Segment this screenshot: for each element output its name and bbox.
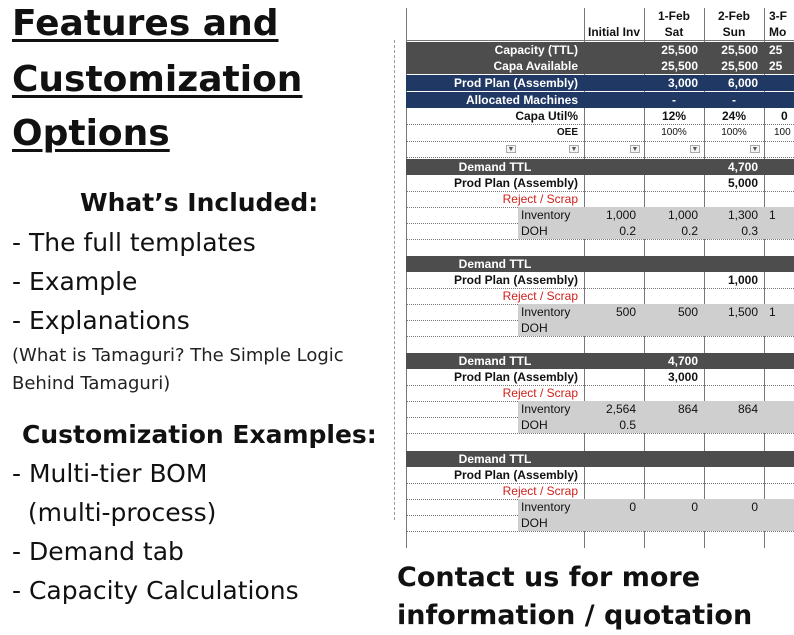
prod-plan-row [406,272,794,289]
value-cell[interactable]: 100% [721,127,747,138]
value-cell[interactable]: 25,500 [661,59,698,73]
value-cell[interactable] [766,223,794,239]
inventory-label: Inventory [521,208,571,222]
value-cell[interactable]: 1,500 [727,305,758,319]
inventory-label: Inventory [521,500,571,514]
filter-dropdown-icon[interactable]: ▼ [691,146,699,153]
value-cell[interactable] [644,175,704,191]
demand-ttl-label: Demand TTL [458,452,532,466]
included-item: - The full templates [12,228,256,257]
value-cell[interactable] [704,320,764,336]
value-cell[interactable] [766,320,794,336]
day-header: Sat [664,25,684,39]
contact-line-2: information / quotation [397,600,753,631]
customization-item: - Capacity Calculations [12,576,299,605]
prod-plan-label: Prod Plan (Assembly) [453,273,578,287]
reject-scrap-label: Reject / Scrap [502,289,578,303]
value-cell[interactable] [766,417,794,433]
value-cell[interactable]: 4,700 [727,160,758,174]
value-cell[interactable] [766,353,794,369]
doh-row [406,515,794,532]
allocated-machines-row [406,92,794,108]
included-note-line: (What is Tamaguri? The Simple Logic [12,345,344,366]
value-cell[interactable] [586,467,642,483]
value-cell[interactable]: 0 [781,109,788,123]
reject-scrap-row [406,191,794,208]
value-cell[interactable]: 25,500 [721,59,758,73]
value-cell[interactable]: 3,000 [667,370,698,384]
row-label: Capacity (TTL) [494,43,578,57]
value-cell[interactable] [704,417,764,433]
value-cell[interactable]: 1,000 [727,273,758,287]
demand-ttl-label: Demand TTL [458,354,532,368]
value-cell[interactable] [644,515,704,531]
demand-ttl-row [406,451,794,467]
row-label: Prod Plan (Assembly) [453,76,578,90]
demand-ttl-label: Demand TTL [458,160,532,174]
value-cell[interactable]: 12% [661,109,687,123]
reject-scrap-row [406,288,794,305]
value-cell[interactable]: 5,000 [727,176,758,190]
date-header: 3-F [769,9,787,23]
value-cell[interactable] [766,175,794,191]
inventory-label: Inventory [521,305,571,319]
value-cell[interactable] [766,467,794,483]
day-header: Sun [722,25,746,39]
contact-line-1: Contact us for more [397,562,701,593]
value-cell[interactable]: 6,000 [727,76,758,90]
value-cell[interactable]: 25,500 [661,43,698,57]
inventory-row [406,499,794,516]
date-header: 2-Feb [717,9,750,23]
value-cell[interactable] [586,320,642,336]
prod-plan-row [406,175,794,192]
value-cell[interactable]: 100% [661,127,687,138]
doh-row [406,320,794,337]
day-header: Mo [769,25,787,39]
value-cell[interactable]: 1,300 [727,208,758,222]
doh-label: DOH [521,516,548,530]
left-panel [0,0,395,635]
value-cell[interactable]: 0.2 [681,224,698,238]
customization-item: (multi-process) [12,498,217,527]
value-cell[interactable] [704,256,764,272]
inventory-row [406,207,794,224]
value-cell[interactable] [644,417,704,433]
value-cell[interactable] [704,353,764,369]
filter-row [406,141,794,158]
doh-row [406,417,794,434]
value-cell[interactable] [644,272,704,288]
row-label: Allocated Machines [465,93,578,107]
value-cell[interactable]: 25,500 [721,43,758,57]
value-cell[interactable] [586,175,642,191]
prod-plan-row [406,369,794,386]
reject-scrap-label: Reject / Scrap [502,192,578,206]
capa-available-row [406,58,794,74]
value-cell[interactable] [586,256,642,272]
value-cell[interactable] [586,159,642,175]
value-cell[interactable] [644,159,704,175]
panel-divider [394,40,395,520]
value-cell[interactable]: - [732,93,736,107]
inventory-row [406,401,794,418]
doh-row [406,223,794,240]
value-cell[interactable] [766,401,794,417]
row-label: Capa Available [493,59,578,73]
doh-label: DOH [521,224,548,238]
prod-plan-label: Prod Plan (Assembly) [453,370,578,384]
value-cell[interactable] [766,256,794,272]
reject-scrap-row [406,385,794,402]
inventory-label: Inventory [521,402,571,416]
value-cell[interactable] [704,451,764,467]
value-cell[interactable]: 1,000 [667,208,698,222]
value-cell[interactable]: 100 [774,127,791,138]
prod-plan-row [406,467,794,484]
value-cell[interactable] [704,467,764,483]
value-cell[interactable]: 1,000 [605,208,636,222]
value-cell[interactable]: 500 [615,305,636,319]
value-cell[interactable] [644,320,704,336]
value-cell[interactable]: 2,564 [605,402,636,416]
value-cell[interactable]: 0.3 [741,224,758,238]
day-header-row [406,24,794,41]
filter-dropdown-icon[interactable]: ▼ [751,146,759,153]
value-cell[interactable] [586,353,642,369]
value-cell[interactable]: 0.5 [619,418,636,432]
value-cell[interactable]: 0 [629,500,636,514]
filter-dropdown-icon[interactable]: ▼ [570,146,578,153]
demand-ttl-row [406,256,794,272]
value-cell[interactable]: 25 [769,59,783,73]
reject-scrap-label: Reject / Scrap [502,386,578,400]
doh-label: DOH [521,321,548,335]
value-cell[interactable] [644,451,704,467]
row-label: Capa Util% [515,109,578,123]
value-cell[interactable]: 25 [769,43,783,57]
value-cell[interactable] [704,369,764,385]
value-cell[interactable]: 24% [721,109,747,123]
prod-plan-label: Prod Plan (Assembly) [453,176,578,190]
included-item: - Explanations [12,306,190,335]
inventory-row [406,304,794,321]
demand-ttl-row [406,353,794,369]
value-cell[interactable]: 1 [769,208,776,222]
included-heading: What’s Included: [80,188,319,217]
value-cell[interactable] [586,369,642,385]
value-cell[interactable]: 3,000 [667,76,698,90]
date-header-row [406,8,794,24]
value-cell[interactable] [704,515,764,531]
value-cell[interactable] [586,272,642,288]
prod-plan-summary-row [406,75,794,91]
value-cell[interactable] [586,451,642,467]
value-cell[interactable] [766,515,794,531]
prod-plan-label: Prod Plan (Assembly) [453,468,578,482]
capacity-ttl-row [406,42,794,58]
reject-scrap-row [406,483,794,500]
value-cell[interactable]: 0 [751,500,758,514]
capa-util-row [406,108,794,125]
value-cell[interactable] [766,369,794,385]
demand-ttl-row [406,159,794,175]
value-cell[interactable] [586,515,642,531]
value-cell[interactable] [766,451,794,467]
value-cell[interactable]: - [672,93,676,107]
filter-dropdown-icon[interactable]: ▼ [631,146,639,153]
value-cell[interactable] [766,272,794,288]
title-line-3: Options [12,113,170,154]
customization-heading: Customization Examples: [22,420,377,449]
value-cell[interactable] [644,256,704,272]
value-cell[interactable]: 4,700 [667,354,698,368]
value-cell[interactable] [766,499,794,515]
initial-inv-header: Initial Inv [587,25,640,39]
value-cell[interactable]: 500 [677,305,698,319]
value-cell[interactable]: 864 [677,402,698,416]
customization-item: - Multi-tier BOM [12,459,208,488]
oee-row [406,125,794,142]
spreadsheet [406,8,794,548]
date-header: 1-Feb [657,9,690,23]
title-line-2: Customization [12,59,303,100]
filter-dropdown-icon[interactable]: ▼ [507,146,515,153]
included-note-line: Behind Tamaguri) [12,373,171,394]
title-line-1: Features and [12,3,279,44]
included-item: - Example [12,267,138,296]
value-cell[interactable]: 864 [737,402,758,416]
value-cell[interactable]: 0 [691,500,698,514]
value-cell[interactable] [644,467,704,483]
doh-label: DOH [521,418,548,432]
demand-ttl-label: Demand TTL [458,257,532,271]
value-cell[interactable] [766,159,794,175]
reject-scrap-label: Reject / Scrap [502,484,578,498]
value-cell[interactable]: 1 [769,305,776,319]
row-label: OEE [556,127,578,138]
value-cell[interactable]: 0.2 [619,224,636,238]
customization-item: - Demand tab [12,537,184,566]
